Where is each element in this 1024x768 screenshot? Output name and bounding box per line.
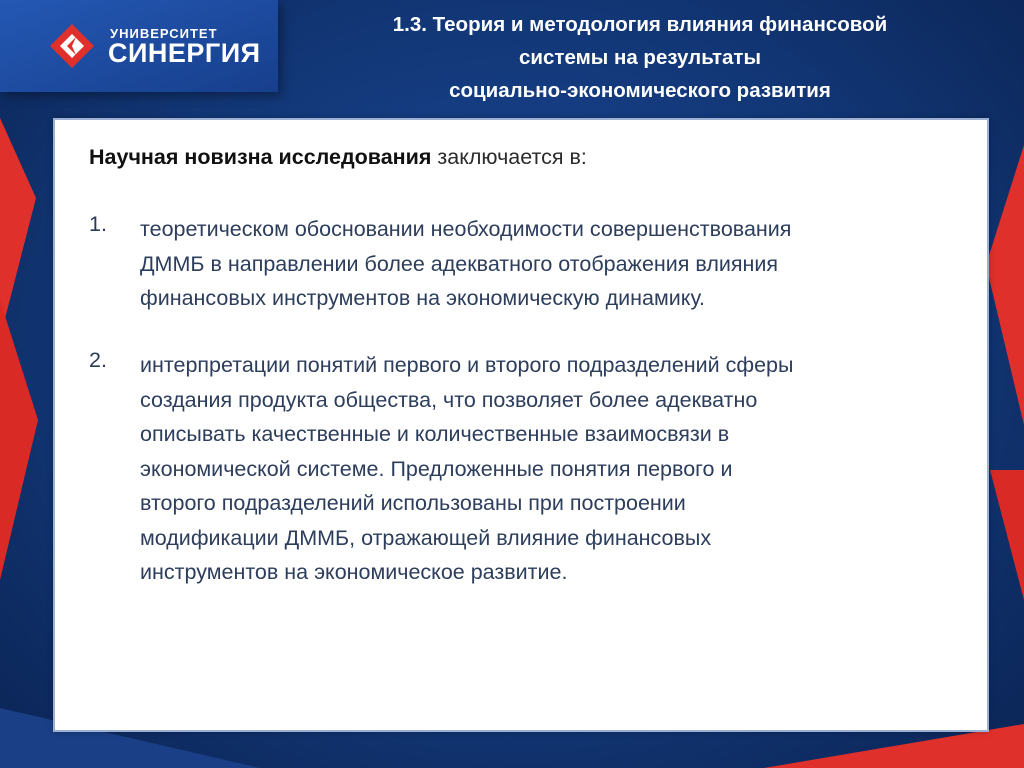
logo-subtitle: УНИВЕРСИТЕТ (110, 26, 218, 41)
title-line: социально-экономического развития (449, 79, 831, 102)
synergy-logo-icon (48, 22, 96, 70)
list-number: 2. (89, 348, 107, 372)
text-line: экономической системе. Предложенные понятия первого и (140, 456, 733, 481)
logo-title: СИНЕРГИЯ (108, 38, 261, 68)
text-line: модификации ДММБ, отражающей влияние финансовых (140, 525, 712, 550)
decorative-red-shard (0, 300, 38, 580)
text-line: финансовых инструментов на экономическую динамику. (140, 286, 706, 310)
text-line: теоретическом обосновании необходимости совершенствования (140, 217, 792, 241)
intro-sentence (89, 145, 587, 170)
list-number: 1. (89, 212, 107, 236)
text-line: ДММБ в направлении более адекватного отображения влияния (140, 251, 779, 276)
intro-bold-text: Научная новизна исследования (89, 145, 432, 169)
text-line: интерпретации понятий первого и второго подразделений сферы (140, 353, 794, 377)
title-line: 1.3. Теория и методология влияния финансовой (392, 13, 888, 36)
text-line: инструментов на экономическое развитие. (140, 560, 568, 584)
content-card (53, 118, 989, 732)
intro-text: заключается в: (431, 145, 587, 169)
list-item-text (140, 212, 960, 316)
logo-panel (0, 0, 278, 92)
title-line: системы на результаты (519, 46, 761, 69)
text-line: второго подразделений использованы при построении (140, 491, 686, 515)
text-line: создания продукта общества, что позволяет более адекватно (140, 387, 758, 412)
list-item-text (140, 348, 960, 590)
decorative-red-shard (986, 145, 1024, 425)
text-line: описывать качественные и количественные взаимосвязи в (140, 422, 730, 446)
slide-title (300, 8, 980, 107)
decorative-red-shard (990, 470, 1024, 600)
